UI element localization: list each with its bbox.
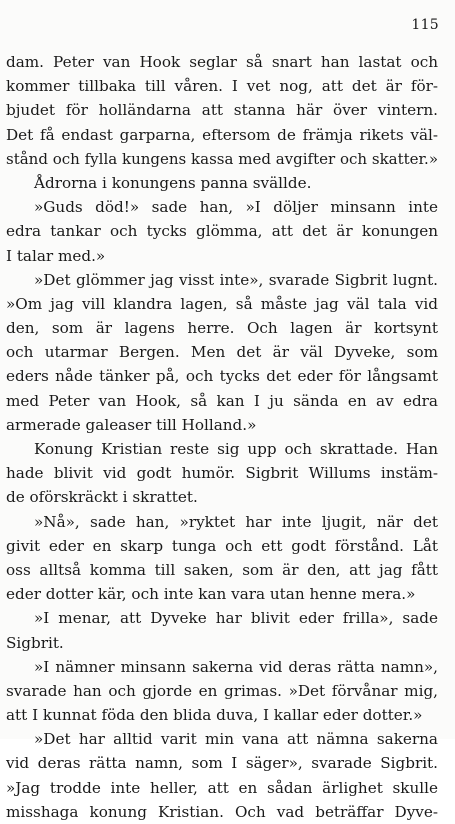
text-line: »Nå», sade han, »ryktet har inte ljugit, när det xyxy=(34,512,438,531)
text-line: I talar med.» xyxy=(6,246,106,265)
text-line: misshaga konung Kristian. Och vad beträffar Dyve- xyxy=(6,802,438,821)
text-line: Det få endast garparna, eftersom de främja rikets väl- xyxy=(6,125,438,144)
text-line: den, som är lagens herre. Och lagen är kortsynt xyxy=(6,319,438,338)
text-line: oss alltså komma till saken, som är den, att jag fått xyxy=(6,560,438,579)
text-line: de oförskräckt i skrattet. xyxy=(6,488,198,507)
text-line: hade blivit vid godt humör. Sigbrit Willums instäm- xyxy=(6,464,438,483)
text-line: eders nåde tänker på, och tycks det eder för långsamt xyxy=(6,367,438,386)
text-line: »Det glömmer jag visst inte», svarade Sigbrit lugnt. xyxy=(34,270,438,289)
text-line: »Det har alltid varit min vana att nämna sakerna xyxy=(34,730,438,749)
text-line: eder dotter kär, och inte kan vara utan henne mera.» xyxy=(6,585,416,604)
text-line: »Om jag vill klandra lagen, så måste jag väl tala vid xyxy=(6,294,438,313)
text-line: »I nämner minsann sakerna vid deras rätta namn», xyxy=(34,657,438,676)
text-line: med Peter van Hook, så kan I ju sända en av edra xyxy=(6,391,438,410)
text-line: »Guds död!» sade han, »I döljer minsann inte xyxy=(34,198,438,217)
text-line: armerade galeaser till Holland.» xyxy=(6,415,257,434)
text-line: bjudet för holländarna att stanna här över vintern. xyxy=(6,101,438,120)
text-line: vid deras rätta namn, som I säger», svarade Sigbrit. xyxy=(6,754,438,773)
text-line: svarade han och gjorde en grimas. »Det förvånar mig, xyxy=(6,681,438,700)
text-line: »I menar, att Dyveke har blivit eder frilla», sade xyxy=(34,609,438,628)
text-line: kommer tillbaka till våren. I vet nog, att det är för- xyxy=(6,77,438,96)
text-line: »Jag trodde inte heller, att en sådan ärlighet skulle xyxy=(6,778,438,797)
text-line: att I kunnat föda den blida duva, I kallar eder dotter.» xyxy=(6,706,423,725)
page-number: 115 xyxy=(411,17,439,33)
text-line: givit eder en skarp tunga och ett godt förstånd. Låt xyxy=(6,536,438,555)
text-line: och utarmar Bergen. Men det är väl Dyveke, som xyxy=(6,343,438,362)
text-line: edra tankar och tycks glömma, att det är konungen xyxy=(6,222,438,241)
text-line: Konung Kristian reste sig upp och skrattade. Han xyxy=(34,440,438,458)
text-line: dam. Peter van Hook seglar så snart han lastat och xyxy=(6,53,438,71)
text-line: Ådrorna i konungens panna svällde. xyxy=(34,173,312,192)
text-line: Sigbrit. xyxy=(6,633,64,652)
body-text xyxy=(6,50,438,824)
text-line: stånd och fylla kungens kassa med avgifter och skatter.» xyxy=(6,149,438,168)
